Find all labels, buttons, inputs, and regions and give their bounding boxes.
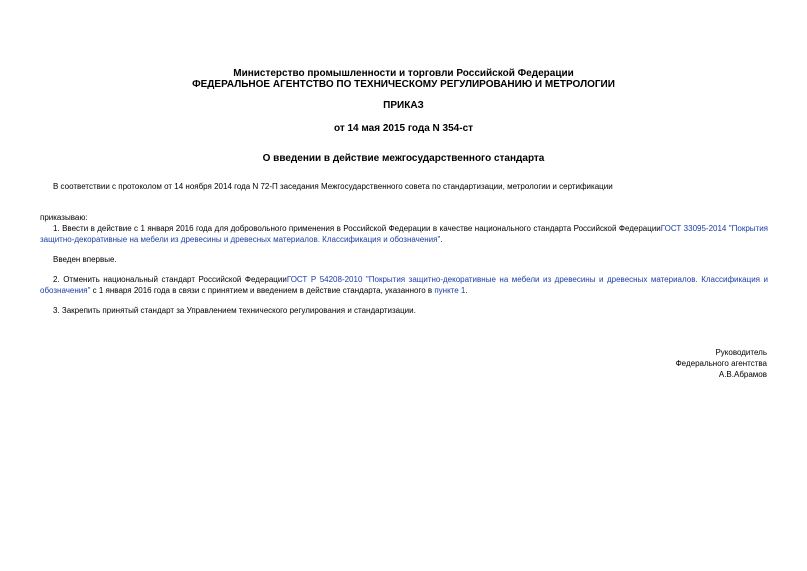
item-2-middle: с 1 января 2016 года в связи с принятием и введением в действие стандарта, указанного в: [90, 286, 435, 295]
item-2-end: .: [465, 286, 468, 295]
document-date: от 14 мая 2015 года N 354-ст: [333, 123, 474, 134]
signatory-position: Руководитель: [715, 348, 767, 357]
gost-33095-link[interactable]: ГОСТ 33095-2014 "Покрытия защитно-декоративные на мебели из древесины и древесных материалов. Классификация и обозначения": [40, 224, 768, 244]
document-type: ПРИКАЗ: [383, 100, 424, 111]
item-1-paragraph: [40, 223, 768, 245]
signature-block: [676, 347, 767, 380]
intro-note: Введен впервые.: [53, 255, 117, 264]
ministry-name: Министерство промышленности и торговли Российской Федерации: [233, 68, 574, 79]
item-3-paragraph: 3. Закрепить принятый стандарт за Управлением технического регулирования и стандартизации.: [53, 306, 416, 315]
signatory-organization: Федерального агентства: [675, 359, 767, 368]
item-2-paragraph: [40, 274, 768, 296]
signatory-name: А.В.Абрамов: [718, 370, 767, 379]
document-header: [40, 68, 767, 90]
item-2-text: 2. Отменить национальный стандарт Российской Федерации: [53, 275, 287, 284]
gost-r-54208-link[interactable]: ГОСТ Р 54208-2010 "Покрытия защитно-декоративные на мебели из древесины и древесных материалов. Классификация и обозначения": [40, 275, 768, 295]
item-1-text: 1. Ввести в действие с 1 января 2016 года для добровольного применения в Российской Федерации в качестве национального стандарта Российской Федерации: [53, 224, 661, 233]
item-1-end: .: [440, 235, 443, 244]
preamble-paragraph: В соответствии с протоколом от 14 ноября 2014 года N 72-П заседания Межгосударственного совета по стандартизации, метрологии и сертификации: [53, 182, 613, 191]
order-word: приказываю:: [40, 213, 88, 222]
agency-name: ФЕДЕРАЛЬНОЕ АГЕНТСТВО ПО ТЕХНИЧЕСКОМУ РЕГУЛИРОВАНИЮ И МЕТРОЛОГИИ: [192, 79, 615, 90]
document-title: О введении в действие межгосударственного стандарта: [262, 153, 545, 164]
point-1-link[interactable]: пункте 1: [434, 286, 466, 295]
